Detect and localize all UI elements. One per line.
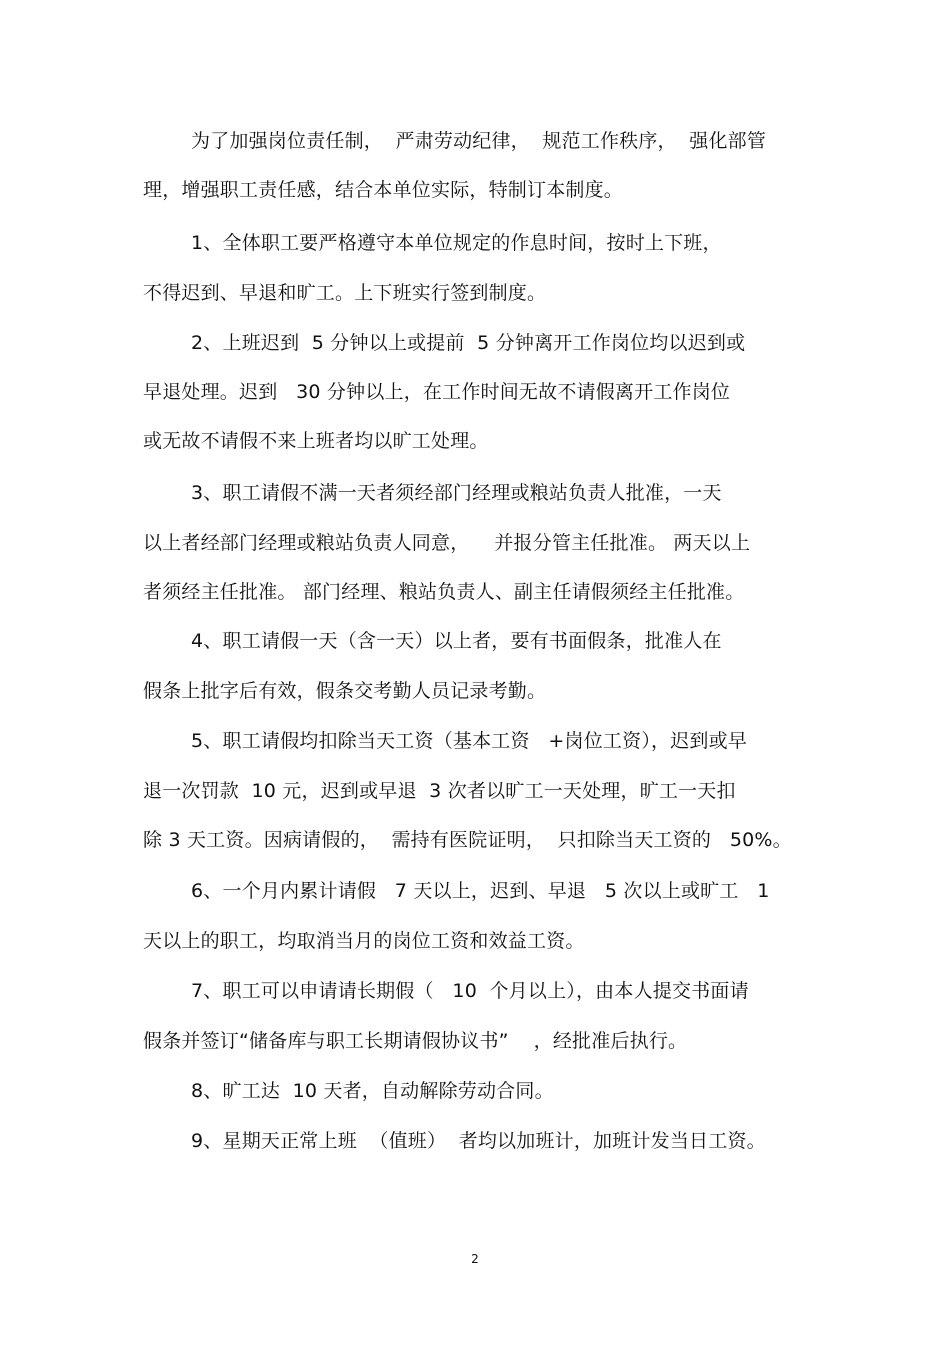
rule-5-line-2: 退一次罚款 10 元，迟到或早退 3 次者以旷工一天处理，旷工一天扣 <box>143 780 736 802</box>
rule-1-line-1: 1、全体职工要严格遵守本单位规定的作息时间，按时上下班， <box>191 232 722 254</box>
rule-9-line-1: 9、星期天正常上班 （值班） 者均以加班计，加班计发当日工资。 <box>191 1130 766 1152</box>
rule-7-line-2: 假条并签订“储备库与职工长期请假协议书” ，经批准后执行。 <box>143 1030 688 1052</box>
rule-6-line-2: 天以上的职工，均取消当月的岗位工资和效益工资。 <box>143 930 585 952</box>
rule-8-line-1: 8、旷工达 10 天者，自动解除劳动合同。 <box>191 1080 554 1102</box>
rule-7-line-1: 7、职工可以申请请长期假（ 10 个月以上），由本人提交书面请 <box>191 980 749 1002</box>
rule-3-line-3: 者须经主任批准。 部门经理、粮站负责人、副主任请假须经主任批准。 <box>143 581 745 603</box>
intro-line-2: 理，增强职工责任感，结合本单位实际，特制订本制度。 <box>143 179 624 201</box>
rule-2-line-1: 2、上班迟到 5 分钟以上或提前 5 分钟离开工作岗位均以迟到或 <box>191 332 746 354</box>
rule-6-line-1: 6、一个月内累计请假 7 天以上，迟到、早退 5 次以上或旷工 1 <box>191 880 770 902</box>
rule-5-line-3: 除 3 天工资。因病请假的， 需持有医院证明， 只扣除当天工资的 50%。 <box>143 829 792 851</box>
rule-2-line-2: 早退处理。迟到 30 分钟以上，在工作时间无故不请假离开工作岗位 <box>143 381 731 403</box>
intro-line-1: 为了加强岗位责任制， 严肃劳动纪律， 规范工作秩序， 强化部管 <box>191 130 767 152</box>
rule-4-line-1: 4、职工请假一天（含一天）以上者，要有书面假条，批准人在 <box>191 630 722 652</box>
rule-2-line-3: 或无故不请假不来上班者均以旷工处理。 <box>143 430 489 452</box>
rule-4-line-2: 假条上批字后有效，假条交考勤人员记录考勤。 <box>143 680 547 702</box>
rule-3-line-2: 以上者经部门经理或粮站负责人同意， 并报分管主任批准。 两天以上 <box>143 532 751 554</box>
page-number: 2 <box>471 1252 479 1266</box>
rule-1-line-2: 不得迟到、早退和旷工。上下班实行签到制度。 <box>143 282 547 304</box>
rule-3-line-1: 3、职工请假不满一天者须经部门经理或粮站负责人批准，一天 <box>191 482 722 504</box>
rule-5-line-1: 5、职工请假均扣除当天工资（基本工资 +岗位工资），迟到或早 <box>191 730 748 752</box>
